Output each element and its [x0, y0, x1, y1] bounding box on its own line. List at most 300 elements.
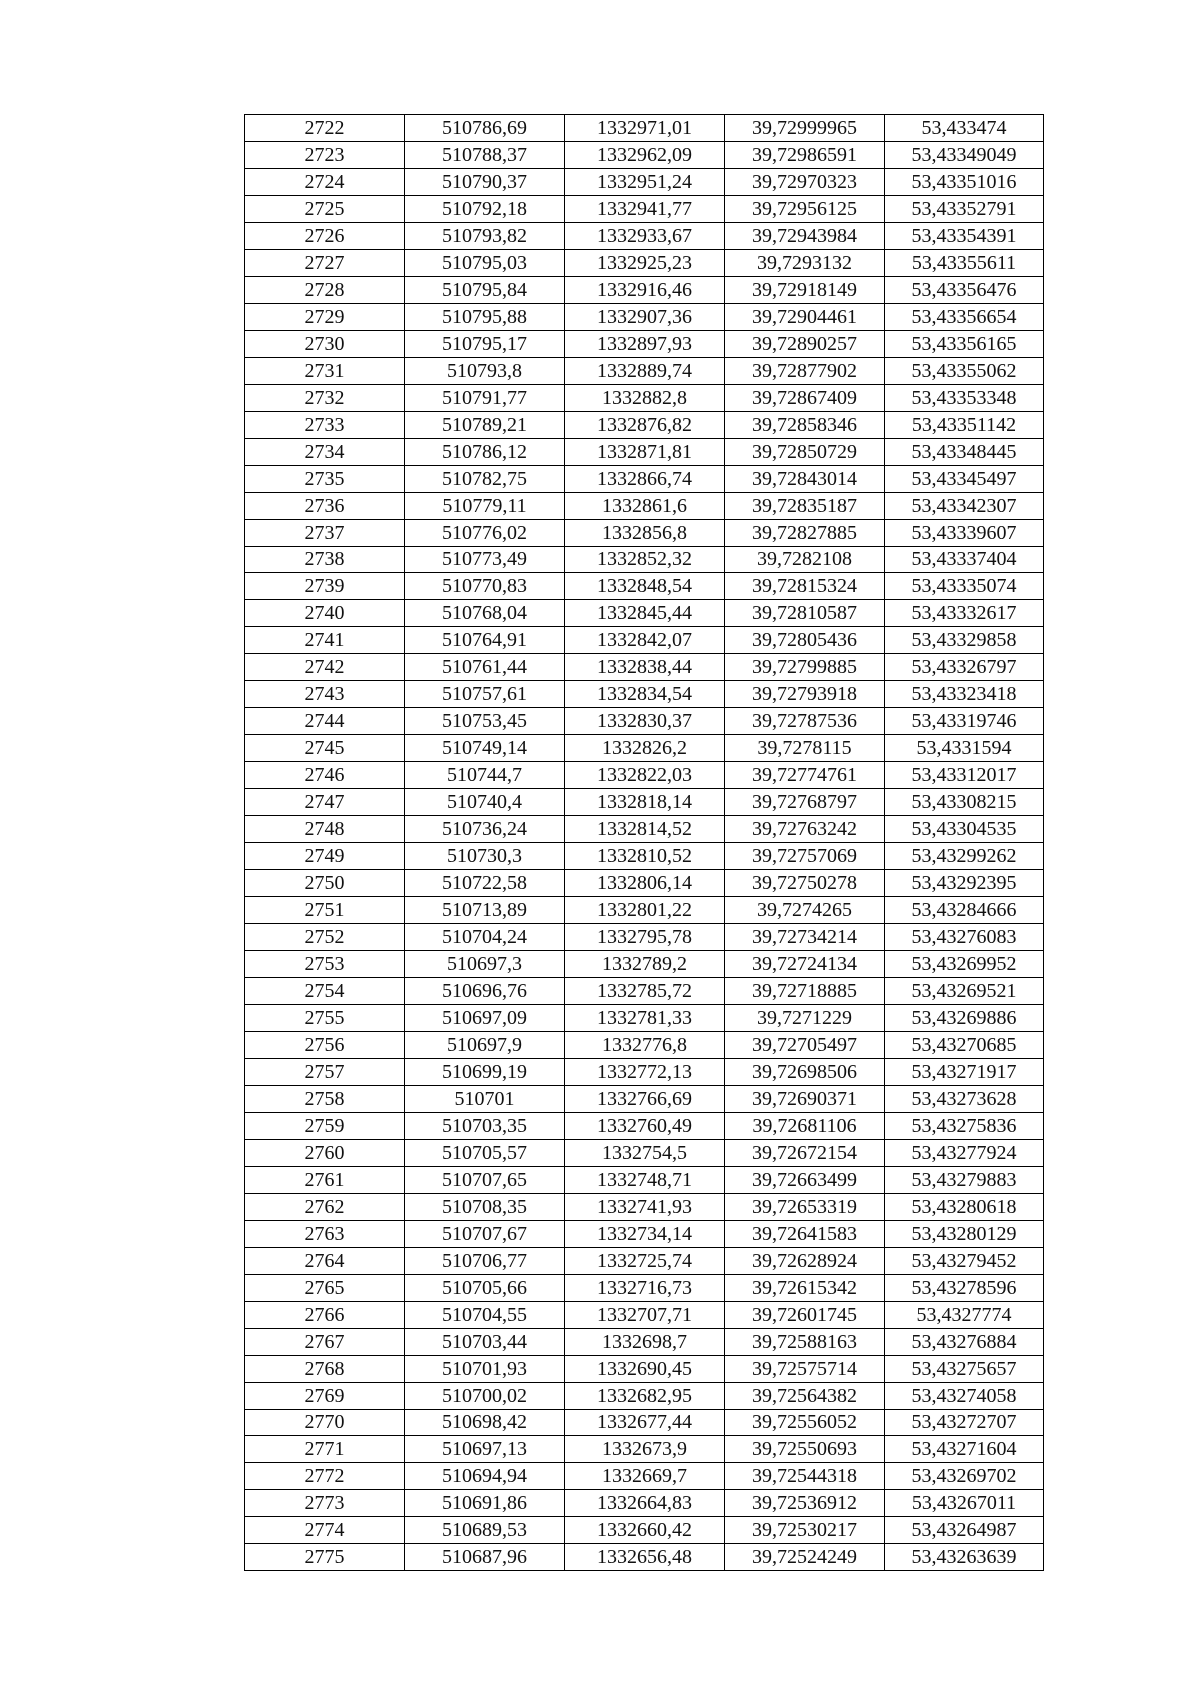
point-number-cell: 2770: [245, 1409, 405, 1436]
coordinates-table: [244, 114, 1044, 1571]
table-row: [245, 168, 1044, 195]
table-row: [245, 1085, 1044, 1112]
table-row: [245, 1328, 1044, 1355]
point-number-cell: 2757: [245, 1058, 405, 1085]
point-number-cell: 2728: [245, 276, 405, 303]
x-coordinate-cell: 510689,53: [405, 1517, 565, 1544]
point-number-cell: 2736: [245, 492, 405, 519]
x-coordinate-cell: 510795,17: [405, 330, 565, 357]
x-coordinate-cell: 510707,67: [405, 1220, 565, 1247]
table-row: [245, 384, 1044, 411]
table-row: [245, 951, 1044, 978]
longitude-cell: 39,72556052: [725, 1409, 885, 1436]
latitude-cell: 53,43326797: [885, 654, 1044, 681]
x-coordinate-cell: 510697,9: [405, 1031, 565, 1058]
table-row: [245, 1112, 1044, 1139]
point-number-cell: 2748: [245, 816, 405, 843]
x-coordinate-cell: 510708,35: [405, 1193, 565, 1220]
x-coordinate-cell: 510795,88: [405, 303, 565, 330]
point-number-cell: 2734: [245, 438, 405, 465]
point-number-cell: 2752: [245, 924, 405, 951]
y-coordinate-cell: 1332754,5: [565, 1139, 725, 1166]
x-coordinate-cell: 510713,89: [405, 897, 565, 924]
longitude-cell: 39,72550693: [725, 1436, 885, 1463]
table-row: [245, 1490, 1044, 1517]
x-coordinate-cell: 510699,19: [405, 1058, 565, 1085]
latitude-cell: 53,43272707: [885, 1409, 1044, 1436]
y-coordinate-cell: 1332682,95: [565, 1382, 725, 1409]
longitude-cell: 39,7271229: [725, 1004, 885, 1031]
longitude-cell: 39,72850729: [725, 438, 885, 465]
y-coordinate-cell: 1332741,93: [565, 1193, 725, 1220]
table-row: [245, 708, 1044, 735]
point-number-cell: 2738: [245, 546, 405, 573]
x-coordinate-cell: 510749,14: [405, 735, 565, 762]
x-coordinate-cell: 510779,11: [405, 492, 565, 519]
latitude-cell: 53,43269886: [885, 1004, 1044, 1031]
latitude-cell: 53,43352791: [885, 195, 1044, 222]
longitude-cell: 39,72835187: [725, 492, 885, 519]
longitude-cell: 39,72768797: [725, 789, 885, 816]
latitude-cell: 53,43356654: [885, 303, 1044, 330]
x-coordinate-cell: 510757,61: [405, 681, 565, 708]
longitude-cell: 39,72843014: [725, 465, 885, 492]
y-coordinate-cell: 1332861,6: [565, 492, 725, 519]
x-coordinate-cell: 510770,83: [405, 573, 565, 600]
point-number-cell: 2762: [245, 1193, 405, 1220]
table-row: [245, 762, 1044, 789]
x-coordinate-cell: 510793,82: [405, 222, 565, 249]
longitude-cell: 39,72805436: [725, 627, 885, 654]
longitude-cell: 39,72641583: [725, 1220, 885, 1247]
point-number-cell: 2761: [245, 1166, 405, 1193]
longitude-cell: 39,72890257: [725, 330, 885, 357]
point-number-cell: 2771: [245, 1436, 405, 1463]
point-number-cell: 2763: [245, 1220, 405, 1247]
y-coordinate-cell: 1332673,9: [565, 1436, 725, 1463]
table-row: [245, 897, 1044, 924]
table-row: [245, 1382, 1044, 1409]
y-coordinate-cell: 1332772,13: [565, 1058, 725, 1085]
table-row: [245, 870, 1044, 897]
latitude-cell: 53,43270685: [885, 1031, 1044, 1058]
x-coordinate-cell: 510697,13: [405, 1436, 565, 1463]
table-row: [245, 1463, 1044, 1490]
x-coordinate-cell: 510786,69: [405, 115, 565, 142]
latitude-cell: 53,43354391: [885, 222, 1044, 249]
longitude-cell: 39,72986591: [725, 141, 885, 168]
x-coordinate-cell: 510698,42: [405, 1409, 565, 1436]
point-number-cell: 2741: [245, 627, 405, 654]
point-number-cell: 2722: [245, 115, 405, 142]
longitude-cell: 39,72698506: [725, 1058, 885, 1085]
longitude-cell: 39,72774761: [725, 762, 885, 789]
latitude-cell: 53,43349049: [885, 141, 1044, 168]
latitude-cell: 53,43335074: [885, 573, 1044, 600]
latitude-cell: 53,43329858: [885, 627, 1044, 654]
table-row: [245, 1220, 1044, 1247]
longitude-cell: 39,72750278: [725, 870, 885, 897]
x-coordinate-cell: 510703,44: [405, 1328, 565, 1355]
point-number-cell: 2739: [245, 573, 405, 600]
x-coordinate-cell: 510782,75: [405, 465, 565, 492]
x-coordinate-cell: 510696,76: [405, 978, 565, 1005]
table-row: [245, 978, 1044, 1005]
latitude-cell: 53,43292395: [885, 870, 1044, 897]
x-coordinate-cell: 510764,91: [405, 627, 565, 654]
latitude-cell: 53,43280618: [885, 1193, 1044, 1220]
x-coordinate-cell: 510705,66: [405, 1274, 565, 1301]
latitude-cell: 53,43278596: [885, 1274, 1044, 1301]
point-number-cell: 2766: [245, 1301, 405, 1328]
longitude-cell: 39,72877902: [725, 357, 885, 384]
longitude-cell: 39,72663499: [725, 1166, 885, 1193]
y-coordinate-cell: 1332916,46: [565, 276, 725, 303]
table-row: [245, 1301, 1044, 1328]
longitude-cell: 39,72653319: [725, 1193, 885, 1220]
x-coordinate-cell: 510704,24: [405, 924, 565, 951]
latitude-cell: 53,43355062: [885, 357, 1044, 384]
table-row: [245, 1247, 1044, 1274]
x-coordinate-cell: 510792,18: [405, 195, 565, 222]
latitude-cell: 53,43304535: [885, 816, 1044, 843]
latitude-cell: 53,43332617: [885, 600, 1044, 627]
table-row: [245, 249, 1044, 276]
table-row: [245, 924, 1044, 951]
x-coordinate-cell: 510795,03: [405, 249, 565, 276]
point-number-cell: 2737: [245, 519, 405, 546]
latitude-cell: 53,43273628: [885, 1085, 1044, 1112]
x-coordinate-cell: 510761,44: [405, 654, 565, 681]
longitude-cell: 39,72757069: [725, 843, 885, 870]
table-row: [245, 1355, 1044, 1382]
table-row: [245, 1058, 1044, 1085]
y-coordinate-cell: 1332856,8: [565, 519, 725, 546]
point-number-cell: 2753: [245, 951, 405, 978]
y-coordinate-cell: 1332785,72: [565, 978, 725, 1005]
table-row: [245, 1004, 1044, 1031]
longitude-cell: 39,72970323: [725, 168, 885, 195]
x-coordinate-cell: 510704,55: [405, 1301, 565, 1328]
x-coordinate-cell: 510789,21: [405, 411, 565, 438]
point-number-cell: 2750: [245, 870, 405, 897]
x-coordinate-cell: 510768,04: [405, 600, 565, 627]
longitude-cell: 39,72672154: [725, 1139, 885, 1166]
point-number-cell: 2772: [245, 1463, 405, 1490]
table-row: [245, 465, 1044, 492]
x-coordinate-cell: 510701: [405, 1085, 565, 1112]
latitude-cell: 53,43269702: [885, 1463, 1044, 1490]
longitude-cell: 39,72718885: [725, 978, 885, 1005]
longitude-cell: 39,72799885: [725, 654, 885, 681]
table-row: [245, 1139, 1044, 1166]
latitude-cell: 53,43319746: [885, 708, 1044, 735]
point-number-cell: 2754: [245, 978, 405, 1005]
table-row: [245, 357, 1044, 384]
table-row: [245, 573, 1044, 600]
coordinates-table-body: [245, 115, 1044, 1571]
table-row: [245, 843, 1044, 870]
latitude-cell: 53,43275657: [885, 1355, 1044, 1382]
point-number-cell: 2760: [245, 1139, 405, 1166]
x-coordinate-cell: 510700,02: [405, 1382, 565, 1409]
y-coordinate-cell: 1332962,09: [565, 141, 725, 168]
latitude-cell: 53,43345497: [885, 465, 1044, 492]
point-number-cell: 2755: [245, 1004, 405, 1031]
table-row: [245, 492, 1044, 519]
table-row: [245, 1031, 1044, 1058]
y-coordinate-cell: 1332690,45: [565, 1355, 725, 1382]
x-coordinate-cell: 510694,94: [405, 1463, 565, 1490]
y-coordinate-cell: 1332801,22: [565, 897, 725, 924]
latitude-cell: 53,43267011: [885, 1490, 1044, 1517]
x-coordinate-cell: 510707,65: [405, 1166, 565, 1193]
longitude-cell: 39,72734214: [725, 924, 885, 951]
longitude-cell: 39,72904461: [725, 303, 885, 330]
point-number-cell: 2767: [245, 1328, 405, 1355]
x-coordinate-cell: 510786,12: [405, 438, 565, 465]
longitude-cell: 39,72827885: [725, 519, 885, 546]
longitude-cell: 39,7293132: [725, 249, 885, 276]
x-coordinate-cell: 510691,86: [405, 1490, 565, 1517]
table-row: [245, 1544, 1044, 1571]
latitude-cell: 53,43356476: [885, 276, 1044, 303]
longitude-cell: 39,72575714: [725, 1355, 885, 1382]
y-coordinate-cell: 1332845,44: [565, 600, 725, 627]
table-row: [245, 546, 1044, 573]
point-number-cell: 2764: [245, 1247, 405, 1274]
latitude-cell: 53,43279883: [885, 1166, 1044, 1193]
x-coordinate-cell: 510788,37: [405, 141, 565, 168]
table-row: [245, 411, 1044, 438]
point-number-cell: 2765: [245, 1274, 405, 1301]
longitude-cell: 39,72615342: [725, 1274, 885, 1301]
table-row: [245, 627, 1044, 654]
table-row: [245, 276, 1044, 303]
longitude-cell: 39,72705497: [725, 1031, 885, 1058]
y-coordinate-cell: 1332826,2: [565, 735, 725, 762]
latitude-cell: 53,4327774: [885, 1301, 1044, 1328]
latitude-cell: 53,43323418: [885, 681, 1044, 708]
x-coordinate-cell: 510776,02: [405, 519, 565, 546]
point-number-cell: 2759: [245, 1112, 405, 1139]
y-coordinate-cell: 1332971,01: [565, 115, 725, 142]
latitude-cell: 53,433474: [885, 115, 1044, 142]
y-coordinate-cell: 1332871,81: [565, 438, 725, 465]
longitude-cell: 39,72544318: [725, 1463, 885, 1490]
table-row: [245, 141, 1044, 168]
y-coordinate-cell: 1332838,44: [565, 654, 725, 681]
x-coordinate-cell: 510703,35: [405, 1112, 565, 1139]
point-number-cell: 2743: [245, 681, 405, 708]
y-coordinate-cell: 1332766,69: [565, 1085, 725, 1112]
longitude-cell: 39,72810587: [725, 600, 885, 627]
longitude-cell: 39,72787536: [725, 708, 885, 735]
longitude-cell: 39,72530217: [725, 1517, 885, 1544]
table-row: [245, 816, 1044, 843]
y-coordinate-cell: 1332656,48: [565, 1544, 725, 1571]
table-row: [245, 789, 1044, 816]
latitude-cell: 53,43276083: [885, 924, 1044, 951]
latitude-cell: 53,43276884: [885, 1328, 1044, 1355]
y-coordinate-cell: 1332698,7: [565, 1328, 725, 1355]
latitude-cell: 53,43348445: [885, 438, 1044, 465]
longitude-cell: 39,72793918: [725, 681, 885, 708]
longitude-cell: 39,72763242: [725, 816, 885, 843]
x-coordinate-cell: 510730,3: [405, 843, 565, 870]
latitude-cell: 53,43271604: [885, 1436, 1044, 1463]
longitude-cell: 39,72999965: [725, 115, 885, 142]
latitude-cell: 53,43355611: [885, 249, 1044, 276]
y-coordinate-cell: 1332789,2: [565, 951, 725, 978]
longitude-cell: 39,72681106: [725, 1112, 885, 1139]
x-coordinate-cell: 510753,45: [405, 708, 565, 735]
x-coordinate-cell: 510740,4: [405, 789, 565, 816]
y-coordinate-cell: 1332806,14: [565, 870, 725, 897]
y-coordinate-cell: 1332660,42: [565, 1517, 725, 1544]
y-coordinate-cell: 1332781,33: [565, 1004, 725, 1031]
table-row: [245, 115, 1044, 142]
table-row: [245, 222, 1044, 249]
longitude-cell: 39,72628924: [725, 1247, 885, 1274]
latitude-cell: 53,43264987: [885, 1517, 1044, 1544]
point-number-cell: 2732: [245, 384, 405, 411]
point-number-cell: 2744: [245, 708, 405, 735]
longitude-cell: 39,72815324: [725, 573, 885, 600]
point-number-cell: 2735: [245, 465, 405, 492]
y-coordinate-cell: 1332664,83: [565, 1490, 725, 1517]
x-coordinate-cell: 510697,09: [405, 1004, 565, 1031]
point-number-cell: 2747: [245, 789, 405, 816]
point-number-cell: 2729: [245, 303, 405, 330]
point-number-cell: 2727: [245, 249, 405, 276]
point-number-cell: 2724: [245, 168, 405, 195]
point-number-cell: 2775: [245, 1544, 405, 1571]
table-row: [245, 303, 1044, 330]
y-coordinate-cell: 1332897,93: [565, 330, 725, 357]
y-coordinate-cell: 1332677,44: [565, 1409, 725, 1436]
longitude-cell: 39,72956125: [725, 195, 885, 222]
point-number-cell: 2768: [245, 1355, 405, 1382]
latitude-cell: 53,43274058: [885, 1382, 1044, 1409]
point-number-cell: 2726: [245, 222, 405, 249]
y-coordinate-cell: 1332822,03: [565, 762, 725, 789]
y-coordinate-cell: 1332866,74: [565, 465, 725, 492]
table-row: [245, 1274, 1044, 1301]
point-number-cell: 2745: [245, 735, 405, 762]
y-coordinate-cell: 1332889,74: [565, 357, 725, 384]
point-number-cell: 2756: [245, 1031, 405, 1058]
point-number-cell: 2773: [245, 1490, 405, 1517]
y-coordinate-cell: 1332951,24: [565, 168, 725, 195]
point-number-cell: 2725: [245, 195, 405, 222]
longitude-cell: 39,72858346: [725, 411, 885, 438]
x-coordinate-cell: 510736,24: [405, 816, 565, 843]
x-coordinate-cell: 510793,8: [405, 357, 565, 384]
latitude-cell: 53,43299262: [885, 843, 1044, 870]
longitude-cell: 39,72601745: [725, 1301, 885, 1328]
table-row: [245, 735, 1044, 762]
latitude-cell: 53,43339607: [885, 519, 1044, 546]
x-coordinate-cell: 510773,49: [405, 546, 565, 573]
table-row: [245, 195, 1044, 222]
y-coordinate-cell: 1332814,52: [565, 816, 725, 843]
latitude-cell: 53,43263639: [885, 1544, 1044, 1571]
table-row: [245, 1193, 1044, 1220]
table-row: [245, 654, 1044, 681]
y-coordinate-cell: 1332876,82: [565, 411, 725, 438]
longitude-cell: 39,7282108: [725, 546, 885, 573]
x-coordinate-cell: 510795,84: [405, 276, 565, 303]
x-coordinate-cell: 510722,58: [405, 870, 565, 897]
table-row: [245, 1517, 1044, 1544]
y-coordinate-cell: 1332725,74: [565, 1247, 725, 1274]
longitude-cell: 39,72724134: [725, 951, 885, 978]
x-coordinate-cell: 510706,77: [405, 1247, 565, 1274]
x-coordinate-cell: 510705,57: [405, 1139, 565, 1166]
x-coordinate-cell: 510697,3: [405, 951, 565, 978]
latitude-cell: 53,43280129: [885, 1220, 1044, 1247]
table-row: [245, 600, 1044, 627]
table-row: [245, 1166, 1044, 1193]
y-coordinate-cell: 1332834,54: [565, 681, 725, 708]
point-number-cell: 2746: [245, 762, 405, 789]
latitude-cell: 53,43337404: [885, 546, 1044, 573]
y-coordinate-cell: 1332810,52: [565, 843, 725, 870]
y-coordinate-cell: 1332669,7: [565, 1463, 725, 1490]
point-number-cell: 2733: [245, 411, 405, 438]
latitude-cell: 53,43312017: [885, 762, 1044, 789]
point-number-cell: 2740: [245, 600, 405, 627]
y-coordinate-cell: 1332734,14: [565, 1220, 725, 1247]
longitude-cell: 39,72564382: [725, 1382, 885, 1409]
y-coordinate-cell: 1332941,77: [565, 195, 725, 222]
table-row: [245, 1409, 1044, 1436]
x-coordinate-cell: 510687,96: [405, 1544, 565, 1571]
point-number-cell: 2742: [245, 654, 405, 681]
longitude-cell: 39,72536912: [725, 1490, 885, 1517]
longitude-cell: 39,72588163: [725, 1328, 885, 1355]
longitude-cell: 39,72943984: [725, 222, 885, 249]
latitude-cell: 53,43356165: [885, 330, 1044, 357]
table-row: [245, 681, 1044, 708]
latitude-cell: 53,43271917: [885, 1058, 1044, 1085]
y-coordinate-cell: 1332707,71: [565, 1301, 725, 1328]
table-row: [245, 1436, 1044, 1463]
latitude-cell: 53,43353348: [885, 384, 1044, 411]
y-coordinate-cell: 1332907,36: [565, 303, 725, 330]
point-number-cell: 2769: [245, 1382, 405, 1409]
y-coordinate-cell: 1332933,67: [565, 222, 725, 249]
y-coordinate-cell: 1332760,49: [565, 1112, 725, 1139]
latitude-cell: 53,43351016: [885, 168, 1044, 195]
latitude-cell: 53,43342307: [885, 492, 1044, 519]
latitude-cell: 53,43277924: [885, 1139, 1044, 1166]
y-coordinate-cell: 1332842,07: [565, 627, 725, 654]
latitude-cell: 53,4331594: [885, 735, 1044, 762]
x-coordinate-cell: 510744,7: [405, 762, 565, 789]
longitude-cell: 39,72524249: [725, 1544, 885, 1571]
latitude-cell: 53,43279452: [885, 1247, 1044, 1274]
longitude-cell: 39,7274265: [725, 897, 885, 924]
y-coordinate-cell: 1332716,73: [565, 1274, 725, 1301]
y-coordinate-cell: 1332818,14: [565, 789, 725, 816]
table-row: [245, 519, 1044, 546]
latitude-cell: 53,43308215: [885, 789, 1044, 816]
point-number-cell: 2731: [245, 357, 405, 384]
point-number-cell: 2730: [245, 330, 405, 357]
point-number-cell: 2749: [245, 843, 405, 870]
